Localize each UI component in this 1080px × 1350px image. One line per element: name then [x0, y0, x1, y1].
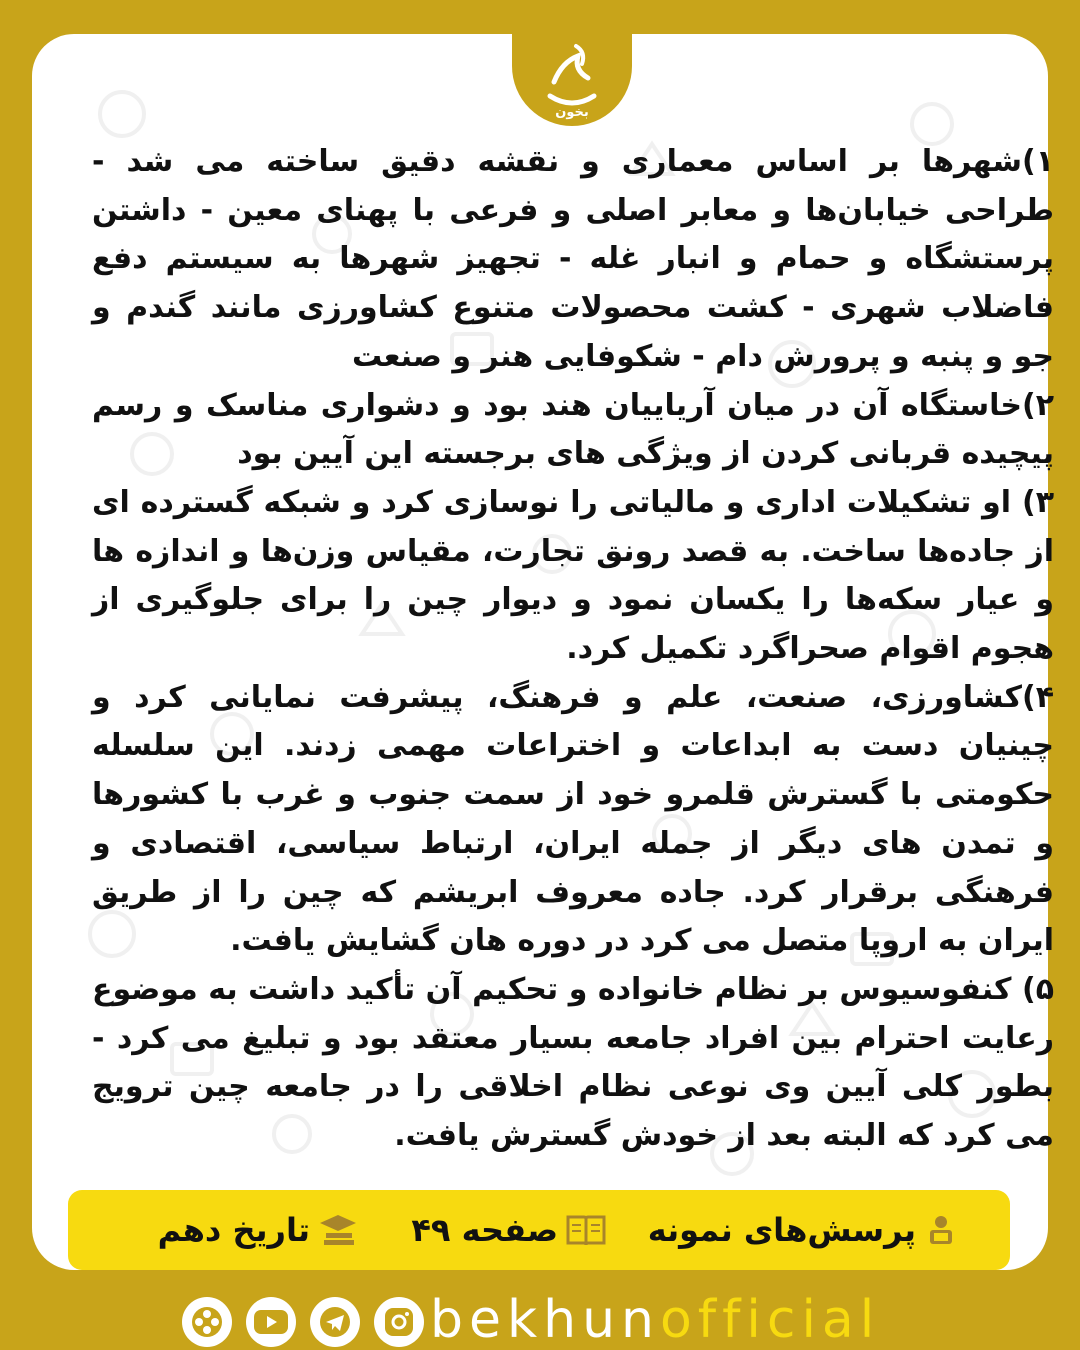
social-handle: bekhunofficial [430, 1290, 881, 1350]
logo-mark [536, 36, 608, 122]
answer-5: ۵) کنفوسیوس بر نظام خانواده و تحکیم آن تأکید داشت به موضوع رعایت احترام بین افراد جامعه بسیار معتقد بود و تبلیغ می کرد - بطور کلی آیین وی نوعی نظام اخلاقی را در جامعه چین ترویج می کرد که البته بعد از خودش گسترش یافت. [92, 971, 1054, 1154]
telegram-icon[interactable] [310, 1297, 360, 1347]
book-icon [566, 1213, 606, 1247]
answer-2: ۲)خاستگاه آن در میان آریاییان هند بود و دشواری مناسک و رسم پیچیده قربانی کردن از ویژگی های برجسته این آیین بود [92, 387, 1054, 472]
graduation-cap-icon [318, 1213, 358, 1247]
answer-3: ۳) او تشکیلات اداری و مالیاتی را نوسازی کرد و شبکه گسترده ای از جاده‌ها ساخت. به قصد رونق تجارت، مقیاس وزن‌ها و اندازه ها و عیار سکه‌ها را یکسان نمود و دیوار چین را برای جلوگیری از هجوم اقوام صحراگرد تکمیل کرد. [92, 484, 1054, 667]
instagram-icon[interactable] [374, 1297, 424, 1347]
youtube-icon[interactable] [246, 1297, 296, 1347]
answer-4: ۴)کشاورزی، صنعت، علم و فرهنگ، پیشرفت نمایانی کرد و چینیان دست به ابداعات و اختراعات مهمی زدند. این سلسله حکومتی با گسترش قلمرو خود از سمت جنوب و غرب با کشورها و تمدن های دیگر از جمله ایران، ارتباط سیاسی، اقتصادی و فرهنگی برقرار کرد. جاده معروف ابریشم که چین را از طریق ایران به اروپا متصل می کرد در دوره هان گشایش یافت. [92, 679, 1054, 959]
answers-text [92, 138, 1054, 1161]
answer-1: ۱)شهرها بر اساس معماری و نقشه دقیق ساخته می شد - طراحی خیابان‌ها و معابر اصلی و فرعی با پهنای معین - داشتن پرستشگاه و حمام و انبار غله - تجهیز شهرها به سیستم دفع فاضلاب شهری - کشت محصولات متنوع کشاورزی مانند گندم و جو و پنبه و پرورش دام - شکوفایی هنر و صنعت [92, 144, 1054, 374]
page-label: صفحه ۴۹ [411, 1211, 606, 1249]
social-links [182, 1294, 424, 1350]
teacher-icon [924, 1213, 958, 1247]
film-reel-icon[interactable] [182, 1297, 232, 1347]
subject-label: تاریخ دهم [158, 1211, 358, 1249]
content-card [32, 34, 1054, 1270]
questions-label: پرسش‌های نمونه [648, 1211, 958, 1249]
info-bar [68, 1190, 1010, 1270]
logo-text: بخون [555, 105, 589, 120]
